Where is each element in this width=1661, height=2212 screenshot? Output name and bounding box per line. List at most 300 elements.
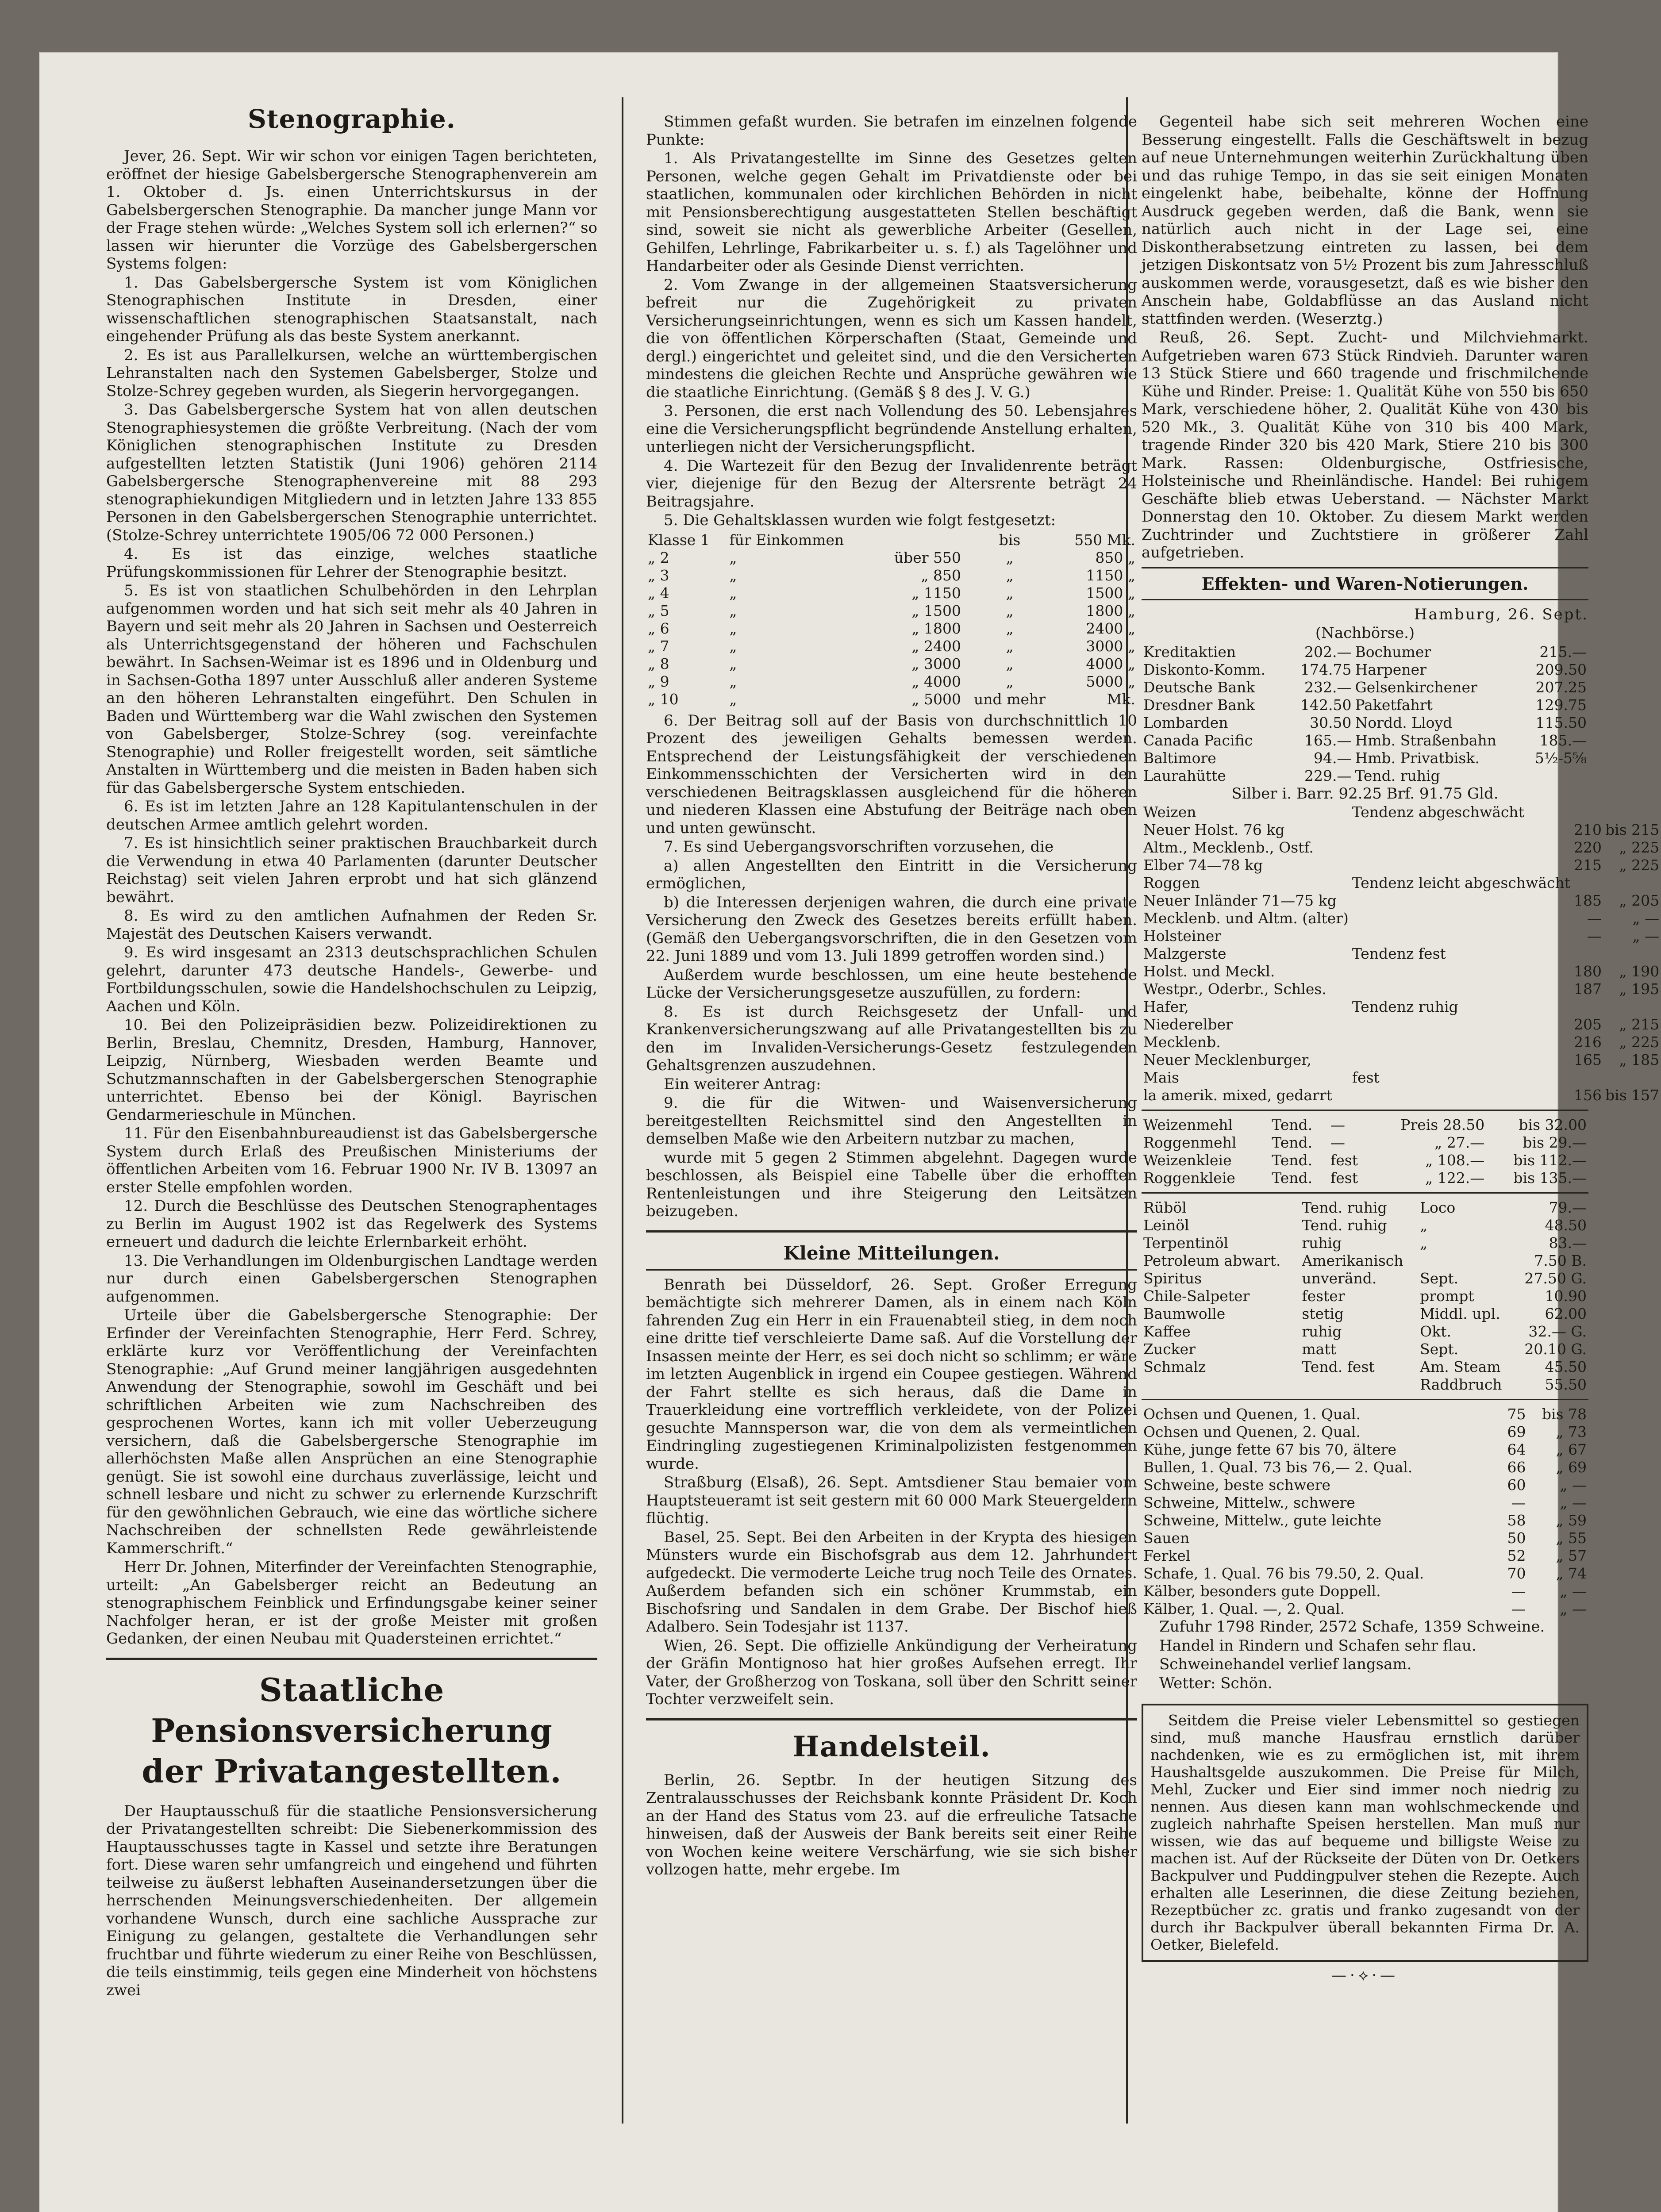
table-cell: 52 [1507,1547,1526,1564]
table-cell: ruhig [1302,1323,1342,1340]
kleine-mitteilungen-heading: Kleine Mitteilungen. [783,1242,1000,1264]
table-row [1142,1494,1588,1512]
section-divider [646,1718,1137,1720]
table-row [646,602,1137,620]
table-row [1142,839,1661,856]
table-cell: „ 190 [1619,963,1660,980]
table-cell: 850 „ [1095,549,1135,566]
table-row [1142,1340,1588,1358]
table-cell: „ 8 [648,655,669,672]
table-cell [1350,1033,1572,1051]
table-cell [1572,998,1603,1016]
flour-prices-table [1142,1116,1588,1187]
cattle-prices-table [1142,1406,1588,1618]
table-cell: „ 225 [1619,1033,1660,1051]
table-cell [1603,874,1661,892]
table-cell: bis 78 [1542,1406,1587,1423]
table-cell [1350,839,1572,856]
table-row [646,691,1137,708]
table-cell: Neuer Mecklenburger, [1143,1051,1312,1068]
table-cell: 1800 „ [1086,602,1135,619]
table-cell: Lombarden [1143,714,1228,731]
table-cell: 209.50 [1535,661,1587,678]
table-row [1142,1600,1588,1618]
table-cell: Holst. und Meckl. [1143,963,1275,980]
table-cell: Canada Pacific [1143,731,1253,749]
table-cell: 185 [1574,892,1602,909]
table-row [1142,661,1588,679]
table-row [1142,1069,1661,1087]
table-cell: Chile-Salpeter [1143,1287,1250,1305]
table-row [1142,1252,1588,1270]
table-cell: „ 27.— [1434,1134,1485,1151]
column-1 [106,62,597,2141]
table-row [1142,998,1661,1016]
paragraph: 13. Die Verhandlungen im Oldenburgischen Landtage werden nur durch einen Gabelsbergerschen Stenographen aufgenommen. [106,1252,597,1306]
pension-heading [106,1670,597,1792]
table-cell: — [1511,1494,1526,1511]
table-cell: Okt. [1420,1323,1451,1340]
table-cell [1350,927,1572,945]
table-cell: Schweine, Mittelw., schwere [1143,1494,1355,1511]
table-cell: 75 [1507,1406,1526,1423]
paragraph: Herr Dr. Johnen, Miterfinder der Vereinfachten Stenographie, urteilt: „An Gabelsberger reicht an Bedeutung an stenographischem Feinblick und Erfindungsgabe keiner seiner Nachfolger heran, er ist der große Meister mit großen Gedanken, der einen Neubau mit Quadersteinen errichtet.“ [106,1558,597,1647]
table-row [646,673,1137,691]
table-cell: „ [1006,584,1014,602]
table-row [646,567,1137,584]
table-row [1142,696,1588,714]
table-row [1142,1270,1588,1287]
table-cell: 62.00 [1545,1305,1587,1322]
paragraph: 11. Für den Eisenbahnbureaudienst ist das Gabelsbergersche System durch Erlaß des Preußischen Ministeriums der öffentlichen Arbeiten vom 16. Februar 1900 Nr. IV B. 13097 an erster Stelle empfohlen worden. [106,1125,597,1196]
table-cell: „ [1006,655,1014,672]
table-cell: Tend. ruhig [1302,1217,1387,1234]
table-row [1142,945,1661,963]
table-cell [1572,874,1603,892]
paragraph: 1. Das Gabelsbergersche System ist vom Königlichen Stenographischen Institute in Dresden, einer wissenschaftlichen stenographischen Staatsanstalt, nach eingehender Prüfung als das beste System anerkannt. [106,273,597,345]
paragraph: 10. Bei den Polizeipräsidien bezw. Polizeidirektionen zu Berlin, Breslau, Chemnitz, Dresden, Hamburg, Hannover, Leipzig, Nürnberg, Wiesbaden werden Beamte und Schutzmannschaften in der Gabelsbergerschen Stenographie unterrichtet. Ebenso bei der Königl. Bayrischen Gendarmerieschule in München. [106,1016,597,1124]
table-cell: 7.50 B. [1534,1252,1587,1269]
table-cell: 165.— [1304,731,1352,749]
table-cell: bis 32.00 [1519,1116,1587,1133]
table-cell [1603,998,1661,1016]
table-cell: 215.— [1539,643,1587,661]
table-cell: 550 Mk. [1074,531,1135,549]
table-row [1142,643,1588,661]
table-cell: 5000 „ [1086,672,1135,690]
table-cell: „ [1006,672,1014,690]
table-cell: 174.75 [1300,661,1352,678]
table-cell: „ 195 [1619,980,1660,998]
table-row [1142,803,1661,821]
thin-divider [646,1269,1137,1271]
column-2 [646,62,1137,2141]
table-cell: Loco [1420,1199,1456,1216]
paragraph: 2. Es ist aus Parallelkursen, welche an württembergischen Lehranstalten nach den Systemen Gabelsberger, Stolze und Stolze-Schrey gegeben wurden, als Siegerin hervorgegangen. [106,346,597,400]
table-cell [1523,767,1588,785]
table-cell: Tend. ruhig [1302,1199,1387,1216]
table-row [1142,980,1661,998]
table-cell: „ 59 [1556,1512,1587,1529]
table-cell: Sauen [1143,1529,1190,1547]
table-cell: Schmalz [1143,1358,1206,1375]
table-cell: Am. Steam [1420,1358,1501,1375]
table-cell [1572,945,1603,963]
pension-article-points [646,712,1137,1221]
ornament-divider: —·⟡·— [1331,1966,1399,1984]
table-cell: „ 1500 [911,602,961,619]
table-cell: 205 [1574,1016,1602,1033]
table-cell: Hmb. Privatbisk. [1355,749,1480,767]
zufuhr-line: Zufuhr 1798 Rinder, 2572 Schafe, 1359 Schweine. [1159,1618,1545,1636]
table-cell: 55.50 [1545,1376,1587,1393]
paragraph: 9. die für die Witwen- und Waisenversicherung bereitgestellten Reichsmittel sind den Angestellten in demselben Maße wie den Arbeitern nutzbar zu machen, [646,1094,1137,1148]
table-cell [1350,1087,1572,1104]
table-cell: stetig [1302,1305,1344,1322]
table-cell: „ [729,672,737,690]
table-cell: — [1587,910,1602,927]
table-cell: 215 [1574,856,1602,874]
table-cell: „ [1006,619,1014,637]
table-cell: Elber 74—78 kg [1143,856,1263,874]
table-row [1142,856,1661,874]
table-cell: über 550 [894,549,961,566]
commodities-table [1142,1199,1588,1394]
table-row [1142,749,1588,767]
thin-divider [1142,599,1588,600]
table-cell: bis 135.— [1513,1169,1587,1187]
reichsbank-and-market-reports [1142,113,1588,562]
table-cell [1350,1016,1572,1033]
paragraph: 7. Es ist hinsichtlich seiner praktischen Brauchbarkeit durch die Verwendung in etwa 40 Parlamenten (darunter Deutscher Reichstag) seit vielen Jahren erprobt und hat sich glänzend bewährt. [106,834,597,906]
table-cell: 27.50 G. [1524,1270,1587,1287]
table-cell: Roggenmehl [1143,1134,1237,1151]
table-cell: „ 55 [1556,1529,1587,1547]
table-cell: Middl. upl. [1420,1305,1500,1322]
paragraph: Ein weiterer Antrag: [664,1075,821,1093]
table-cell: Weizen [1143,803,1196,821]
table-row [1142,1512,1588,1529]
table-row [646,620,1137,637]
table-cell: „ 185 [1619,1051,1660,1068]
table-row [1142,1016,1661,1033]
table-row [1142,1199,1588,1217]
thin-divider [1142,1399,1588,1400]
table-cell: „ [729,619,737,637]
table-cell: „ [729,637,737,655]
table-cell: „ — [1632,927,1660,945]
table-cell: 66 [1507,1459,1526,1476]
table-row [646,531,1137,549]
handelsteil-article [646,1771,1137,1879]
table-cell: 70 [1507,1565,1526,1582]
table-cell: 216 [1574,1033,1602,1051]
table-cell: Neuer Inländer 71—75 kg [1143,892,1337,909]
table-cell: Paketfahrt [1355,696,1433,714]
table-cell: Tendenz fest [1352,945,1446,962]
table-cell: Preis 28.50 [1400,1116,1485,1133]
table-row [1142,1305,1588,1323]
table-cell: bis 157 [1605,1087,1660,1104]
table-row [1142,767,1588,785]
table-cell: Tend. ruhig [1355,767,1440,784]
table-row [1142,1051,1661,1069]
table-cell: Diskonto-Komm. [1143,661,1266,678]
wetter-line: Wetter: Schön. [1159,1674,1273,1692]
table-cell: Amerikanisch [1302,1252,1403,1269]
table-cell: „ [1006,549,1014,566]
table-cell: Kreditaktien [1143,643,1236,661]
table-cell: 185.— [1539,731,1587,749]
table-cell: „ 5 [648,602,669,619]
table-cell: „ 73 [1556,1423,1587,1440]
section-divider [106,1658,597,1660]
table-cell: Ferkel [1143,1547,1191,1564]
table-cell: Hafer, [1143,998,1189,1015]
table-cell: „ 225 [1619,839,1660,856]
table-cell: „ 5000 [911,690,961,708]
paragraph: 6. Der Beitrag soll auf der Basis von durchschnittlich 10 Prozent des jeweiligen Gehalts bemessen werden. Entsprechend der Leistungsfähigkeit der verschiedenen Einkommensschichten der Versicherten wird in den verschiedenen Beitragsklassen ausgleichend für die höheren und niederen Klassen eine Abstufung der Beiträge nach oben und unten gewünscht. [646,711,1137,837]
table-cell [1350,856,1572,874]
table-cell: „ [729,655,737,672]
table-cell: 48.50 [1545,1217,1587,1234]
stock-quotes-table [1142,643,1588,785]
table-cell: Hmb. Straßenbahn [1355,731,1497,749]
table-cell: 210 [1574,821,1602,838]
table-cell: „ [1006,637,1014,655]
table-cell: „ 2 [648,549,669,566]
table-cell: Kälber, besonders gute Doppell. [1143,1582,1381,1600]
table-row [1142,927,1661,945]
table-cell: 58 [1507,1512,1526,1529]
table-row [1142,1033,1661,1051]
table-cell: und mehr [974,690,1046,708]
paragraph: Der Hauptausschuß für die staatliche Pensionsversicherung der Privatangestellten schreibt: Die Siebenerkommission des Hauptausschusses tagte in Kassel und setzte ihre Beratungen fort. Diese waren sehr umfangreich und eingehend und führten teilweise zu äußerst lebhaften Auseinandersetzungen über die herrschenden Meinungsverschiedenheiten. Der allgemein vorhandene Wunsch, durch eine sachliche Aussprache zur Einigung zu gelangen, gestaltete die Verhandlungen sehr fruchtbar und führte wiederum zu einer Reihe von Beschlüssen, die teils einstimmig, teils gegen eine Minderheit von höchstens zwei [106,1802,597,1999]
thin-divider [1142,567,1588,568]
table-cell: „ 69 [1556,1459,1587,1476]
table-cell [1603,803,1661,821]
table-cell: 180 [1574,963,1602,980]
table-row [646,584,1137,602]
table-cell: Tendenz ruhig [1352,998,1458,1015]
column-rule-1 [622,97,623,2124]
table-row [1142,1423,1588,1441]
table-cell: Raddbruch [1420,1376,1502,1393]
table-row [1142,1116,1588,1134]
table-cell: bis 29.— [1523,1134,1587,1151]
table-cell: Holsteiner [1143,927,1222,945]
paragraph: a) allen Angestellten den Eintritt in die Versicherung ermöglichen, [646,856,1137,892]
table-row [1142,679,1588,696]
table-cell: unveränd. [1302,1270,1377,1287]
table-cell: 69 [1507,1423,1526,1440]
table-cell: „ 1800 [911,619,961,637]
paragraph: Wien, 26. Sept. Die offizielle Ankündigung der Verheiratung der Gräfin Montignoso hat hier großes Aufsehen erregt. Ihr Vater, der Großherzog von Toskana, soll über den Schritt seiner Tochter verzweifelt sein. [646,1636,1137,1708]
paragraph: Jever, 26. Sept. Wir wir schon vor einigen Tagen berichteten, eröffnet der hiesige Gabelsbergersche Stenographenverein am 1. Oktober d. Js. einen Unterrichtskursus in der Gabelsbergerschen Stenographie. Da mancher junge Mann vor der Frage stehen würde: „Welches System soll ich erlernen?“ so lassen wir hierunter die Vorzüge des Gabelsbergerschen Systems folgen: [106,147,597,273]
table-cell: „ 2400 [911,637,961,655]
table-cell: „ 7 [648,637,669,655]
table-cell: 64 [1507,1441,1526,1458]
table-cell [1603,1069,1661,1087]
table-cell: 45.50 [1545,1358,1587,1375]
paragraph: Stimmen gefaßt wurden. Sie betrafen im einzelnen folgende Punkte: [646,113,1137,149]
paragraph: Reuß, 26. Sept. Zucht- und Milchviehmarkt. Aufgetrieben waren 673 Stück Rindvieh. Darunter waren 13 Stück Stiere und 660 tragende und frischmilchende Kühe und Rinder. Preise: 1. Qualität Kühe von 550 bis 650 Mark, verschiedene höher, 2. Qualität Kühe von 430 bis 520 Mk., 3. Qualität Kühe von 310 bis 400 Mark, tragende Rinder 320 bis 420 Mark, Stiere 210 bis 300 Mark. Rassen: Oldenburgische, Ostfriesische, Holsteinische und Rheinländische. Handel: Bei ruhigem Geschäfte blieb etwas Ueberstand. — Nächster Markt Donnerstag den 10. Oktober. Zu diesem Markt werden Zuchtrinder und Zuchtstiere in größerer Zahl aufgetrieben. [1142,329,1588,561]
table-row [1142,1476,1588,1494]
table-cell: fest [1330,1152,1358,1169]
grain-prices-table [1142,803,1661,1104]
table-cell: Kälber, 1. Qual. —, 2. Qual. [1143,1600,1345,1617]
paragraph: Urteile über die Gabelsbergersche Stenographie: Der Erfinder der Vereinfachten Stenographie, Herr Ferd. Schrey, erklärte kurz vor Veröffentlichung der Vereinfachten Stenographie: „Auf Grund meiner langjährigen ausgedehnten Anwendung der Stenographie, sowohl im Geschäft und bei schriftlichen Arbeiten wie zum Nachschreiben des gesprochenen Wortes, kann ich mit voller Ueberzeugung versichern, daß die Gabelsbergersche Stenographie im allerhöchsten Maße allen Ansprüchen an eine Stenographie genügt. Sie ist sowohl eine durchaus zuverlässige, leicht und schnell lesbare und nicht zu schwer zu erlernende Kurzschrift für den gewöhnlichen Gebrauch, wie eine das wörtliche sichere Nachschreiben der schnellsten Rede gewährleistende Kammerschrift.“ [106,1306,597,1557]
handelsteil-heading: Handelsteil. [792,1730,991,1763]
table-cell: matt [1302,1340,1336,1358]
table-row [646,637,1137,655]
table-cell: Dresdner Bank [1143,696,1255,714]
table-row [1142,1459,1588,1476]
table-cell: Mk. [1107,690,1135,708]
table-cell: 232.— [1304,678,1352,696]
table-cell: fest [1330,1169,1358,1187]
table-row [1142,1358,1588,1376]
pension-heading-line-1: Staatliche Pensionsversicherung [151,1671,553,1749]
table-row [646,655,1137,673]
thin-divider [1142,1192,1588,1194]
hamburg-dateline: Hamburg, 26. Sept. [1414,605,1588,623]
table-cell: Ochsen und Quenen, 2. Qual. [1143,1423,1361,1440]
table-cell: Tend. [1272,1116,1313,1133]
table-cell: — [1587,927,1602,945]
table-cell: „ — [1632,910,1660,927]
table-cell: Malzgerste [1143,945,1227,962]
table-cell: „ 6 [648,619,669,637]
table-cell: Neuer Holst. 76 kg [1143,821,1285,838]
table-cell: Mais [1143,1069,1179,1086]
table-cell [1572,1069,1603,1087]
table-cell: 32.— G. [1528,1323,1587,1340]
table-cell: 5½-5⅝ [1534,749,1587,767]
table-cell [1350,1051,1572,1069]
table-cell [1418,1252,1515,1270]
table-cell [1350,980,1572,998]
table-row [1142,1169,1588,1187]
table-row [1142,963,1661,980]
table-cell: 207.25 [1535,678,1587,696]
paragraph: 12. Durch die Beschlüsse des Deutschen Stenographentages zu Berlin im August 1902 ist das Regelwerk des Systems erneuert und dadurch die leichte Erlernbarkeit erhöht. [106,1197,597,1251]
table-row [646,549,1137,567]
paragraph: 5. Die Gehaltsklassen wurden wie folgt festgesetzt: [664,511,1056,529]
table-cell: „ — [1560,1600,1587,1617]
thin-divider [1142,1110,1588,1111]
table-row [1142,1547,1588,1565]
paragraph: b) die Interessen derjenigen wahren, die durch eine private Versicherung den Zweck des Gesetzes bereits erfüllt haben. (Gemäß den Uebergangsvorschriften, die in den Gesetzen vom 22. Juni 1889 und vom 13. Juli 1899 getroffen worden sind.) [646,893,1137,965]
table-cell: „ 3000 [911,655,961,672]
table-cell: 142.50 [1300,696,1352,714]
kleine-mitteilungen-article [646,1276,1137,1709]
table-cell: „ 4 [648,584,669,602]
table-cell: Petroleum abwart. [1143,1252,1281,1269]
table-cell: 79.— [1549,1199,1587,1216]
pension-article-continued [646,113,1137,530]
gehaltsklassen-table [646,531,1137,708]
table-cell: 30.50 [1309,714,1352,731]
table-cell: Altm., Mecklenb., Ostf. [1143,839,1314,856]
table-cell [1350,892,1572,910]
table-cell: 10.90 [1545,1287,1587,1305]
paragraph: 5. Es ist von staatlichen Schulbehörden in den Lehrplan aufgenommen worden und hat sich seit mehr als 40 Jahren in Bayern und seit mehr als 20 Jahren in Sachsen und Oesterreich als Unterrichtsgegenstand der höheren und Fachschulen bewährt. In Sachsen-Weimar ist es 1896 und in Oldenburg und in Sachsen-Gotha 1897 unter Ausschluß aller anderen Systeme an den höheren Lehranstalten eingeführt. Den Schulen in Baden und Württemberg war die Wahl zwischen den Systemen von Gabelsberger, Stolze-Schrey (sog. vereinfachte Stenographie) und Roller freigestellt worden, seit sämtliche Anstalten in Württemberg und die meisten in Baden haben sich für das Gabelsbergersche System entschieden. [106,582,597,797]
table-cell: bis 215 [1605,821,1660,838]
table-cell: „ 1150 [911,584,961,602]
table-cell: „ 108.— [1425,1152,1485,1169]
paragraph: Basel, 25. Sept. Bei den Arbeiten in der Krypta des hiesigen Münsters wurde ein Bischofsgrab aus dem 12. Jahrhundert aufgedeckt. Die vermoderte Leiche trug noch Teile des Ornates. Außerdem befanden sich ein schöner Krummstab, ein Bischofsring und Sandalen in dem Grabe. Der Bischof hieß Adalbero. Sein Todesjahr ist 1137. [646,1528,1137,1636]
table-cell: 1150 „ [1086,566,1135,584]
table-row [1142,1134,1588,1152]
table-cell: Gelsenkirchener [1355,678,1477,696]
paragraph: 1. Als Privatangestellte im Sinne des Gesetzes gelten Personen, welche gegen Gehalt im Privatdienste oder bei staatlichen, kommunalen oder kirchlichen Behörden in nicht mit Pensionsberechtigung ausgestatteten Stellen beschäftigt sind, soweit sie nicht als gewerbliche Arbeiter (Gesellen, Gehilfen, Lehrlinge, Fabrikarbeiter u. s. f.) als Tagelöhner und Handarbeiter oder als Gesinde Dienst verrichten. [646,150,1137,275]
table-cell: Sept. [1420,1270,1459,1287]
table-row [1142,1406,1588,1423]
table-cell: Tend. fest [1302,1358,1375,1375]
pension-heading-line-2: der Privatangestellten. [142,1752,562,1790]
table-cell: Ochsen und Quenen, 1. Qual. [1143,1406,1361,1423]
table-cell: fest [1352,1069,1380,1086]
table-cell: Sept. [1420,1340,1459,1358]
table-cell: Mecklenb. [1143,1033,1221,1051]
table-cell: „ — [1560,1494,1587,1511]
table-row [1142,1087,1661,1104]
table-cell: Schafe, 1. Qual. 76 bis 79.50, 2. Qual. [1143,1565,1424,1582]
paragraph: 3. Personen, die erst nach Vollendung des 50. Lebensjahres eine die Versicherungspflicht begründende Anstellung erhalten, unterliegen nicht der Versicherungspflicht. [646,402,1137,456]
oetker-advertisement [1142,1704,1588,1962]
table-cell: 202.— [1304,643,1352,661]
silber-line: Silber i. Barr. 92.25 Brf. 91.75 Gld. [1231,784,1499,803]
table-cell: „ [729,549,737,566]
table-cell: „ [729,690,737,708]
table-cell: „ [1006,602,1014,619]
nachboerse-label: (Nachbörse.) [1315,624,1415,642]
table-row [1142,1441,1588,1459]
table-cell: „ — [1560,1476,1587,1494]
pension-article [106,1802,597,2000]
table-row [1142,1565,1588,1582]
table-cell: Deutsche Bank [1143,678,1255,696]
table-row [1142,1234,1588,1252]
table-cell: Mecklenb. und Altm. (alter) [1143,910,1349,927]
table-cell: Terpentinöl [1143,1234,1229,1252]
advertisement-text: Seitdem die Preise vieler Lebensmittel so gestiegen sind, muß manche Hausfrau ernstlich darüber nachdenken, wie es zu ermöglichen ist, mit ihrem Haushaltsgelde auszukommen. Die Preise für Milch, Mehl, Zucker und Eier sind immer noch niedrig zu nennen. Aus diesen kann man wohlschmeckende und zugleich nahrhafte Speisen herstellen. Man muß nur wissen, wie das auf bequeme und billigste Weise zu machen ist. Auf der Rückseite der Düten von Dr. Oetkers Backpulver und Puddingpulver stehen die Rezepte. Auch erhalten alle Leserinnen, die diese Zeitung beziehen, Rezeptbücher zc. gratis und franko zugesandt von der durch ihr Backpulver überall bekannten Firma Dr. A. Oetker, Bielefeld. [1150,1712,1580,1953]
paragraph: 3. Das Gabelsbergersche System hat von allen deutschen Stenographiesystemen die größte Verbreitung. (Nach der vom Königlichen stenographischen Institute zu Dresden aufgestellten letzten Statistik (Juni 1906) gehören 2114 Gabelsbergersche Stenographenvereine mit 88 293 stenographiekundigen Mitgliedern und in letzten Jahre 133 855 Personen in den Gabelsbergerschen Stenographie unterrichtet. (Stolze-Schrey unterrichtete 1905/06 72 000 Personen.) [106,401,597,544]
table-cell: Bochumer [1355,643,1431,661]
table-cell: — [1330,1134,1346,1151]
paragraph: Berlin, 26. Septbr. In der heutigen Sitzung des Zentralausschusses der Reichsbank konnte Präsident Dr. Koch an der Hand des Status vom 23. auf die erfreuliche Tatsache hinweisen, daß der Ausweis der Bank bereits seit einer Reihe von Wochen keine weitere Verschärfung, wie sie sich bisher vollzogen hatte, mehr ergebe. Im [646,1771,1137,1878]
table-cell: Schweine, Mittelw., gute leichte [1143,1512,1382,1529]
table-cell: la amerik. mixed, gedarrt [1143,1087,1332,1104]
schweinehandel-line: Schweinehandel verlief langsam. [1159,1655,1412,1673]
table-cell: „ 225 [1619,856,1660,874]
table-cell: bis [999,531,1021,549]
table-cell: Spiritus [1143,1270,1202,1287]
table-cell: Laurahütte [1143,767,1226,784]
column-3 [1142,62,1660,2150]
table-row [1142,1152,1588,1169]
table-cell: 94.— [1313,749,1352,767]
table-cell: für Einkommen [729,531,844,549]
table-cell [1350,910,1572,927]
paragraph: 2. Vom Zwange in der allgemeinen Staatsversicherung befreit nur die Zugehörigkeit zu privaten Versicherungseinrichtungen, wenn es sich um Kassen handelt, die von öffentlichen Körperschaften (Staat, Gemeinde und dergl.) eingerichtet und geleitet sind, und die den Versicherten mindestens die gleichen Rechte und Ansprüche gewähren wie die staatliche Einrichtung. (Gemäß § 8 des J. V. G.) [646,276,1137,401]
paragraph: Gegenteil habe sich seit mehreren Wochen eine Besserung eingestellt. Falls die Geschäftswelt in bezug auf neue Unternehmungen weiterhin Zurückhaltung üben und das ruhige Tempo, in das sie seit einigen Monaten eingelenkt habe, beibehalte, könne der Hoffnung Ausdruck gegeben werden, daß die Bank, wenn sie natürlich auch nicht in der Lage sei, eine Diskontherabsetzung eintreten zu lassen, bei dem jetzigen Diskontsatz von 5½ Prozent bis zum Jahresschluß auskommen werde, vorausgesetzt, daß es wie bisher den Anschein habe, Goldabflüsse an das Ausland nicht stattfinden werden. (Weserztg.) [1142,113,1588,328]
table-row [1142,874,1661,892]
table-row [1142,1529,1588,1547]
table-cell: „ [729,584,737,602]
table-cell: „ [1006,566,1014,584]
